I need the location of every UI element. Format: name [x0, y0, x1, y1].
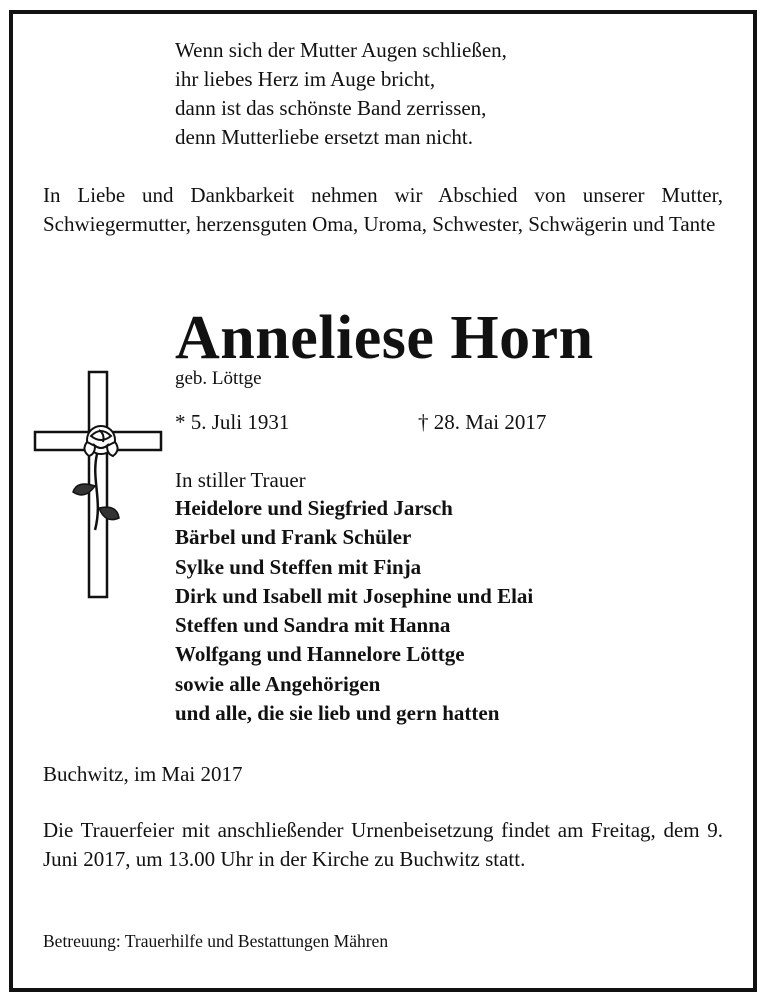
poem — [175, 36, 507, 152]
place-date: Buchwitz, im Mai 2017 — [43, 762, 243, 786]
poem-line: dann ist das schönste Band zerrissen, — [175, 96, 487, 120]
ceremony-info: Die Trauerfeier mit anschließender Urnenbeisetzung findet am Freitag, dem 9. Juni 2017, um 13.00 Uhr in der Kirche zu Buchwitz statt. — [43, 818, 723, 871]
mourner-entry: Bärbel und Frank Schüler — [175, 525, 412, 550]
birth-date: * 5. Juli 1931 — [175, 410, 290, 434]
poem-line: ihr liebes Herz im Auge bricht, — [175, 67, 436, 91]
maiden-name: geb. Löttge — [175, 368, 262, 389]
death-date: † 28. Mai 2017 — [418, 410, 547, 434]
mourner-entry: Wolfgang und Hannelore Löttge — [175, 642, 465, 667]
intro-text: In Liebe und Dankbarkeit nehmen wir Abschied von unserer Mutter, Schwiegermutter, herzensguten Oma, Uroma, Schwester, Schwägerin und Tante — [43, 183, 723, 236]
mourner-entry: Dirk und Isabell mit Josephine und Elai — [175, 583, 534, 608]
cross-with-rose-icon — [33, 370, 163, 600]
mourning-label: In stiller Trauer — [175, 468, 306, 492]
mourner-entry: sowie alle Angehörigen — [175, 671, 381, 696]
poem-line: Wenn sich der Mutter Augen schließen, — [175, 38, 507, 62]
mourner-entry: und alle, die sie lieb und gern hatten — [175, 701, 500, 726]
mourner-entry: Sylke und Steffen mit Finja — [175, 554, 422, 579]
mourner-entry: Heidelore und Siegfried Jarsch — [175, 496, 453, 520]
funeral-home-credit: Betreuung: Trauerhilfe und Bestattungen Mähren — [43, 931, 389, 951]
deceased-name: Anneliese Horn — [175, 304, 594, 372]
mourner-entry: Steffen und Sandra mit Hanna — [175, 613, 451, 638]
poem-line: denn Mutterliebe ersetzt man nicht. — [175, 125, 473, 149]
mourners-list — [175, 494, 533, 728]
